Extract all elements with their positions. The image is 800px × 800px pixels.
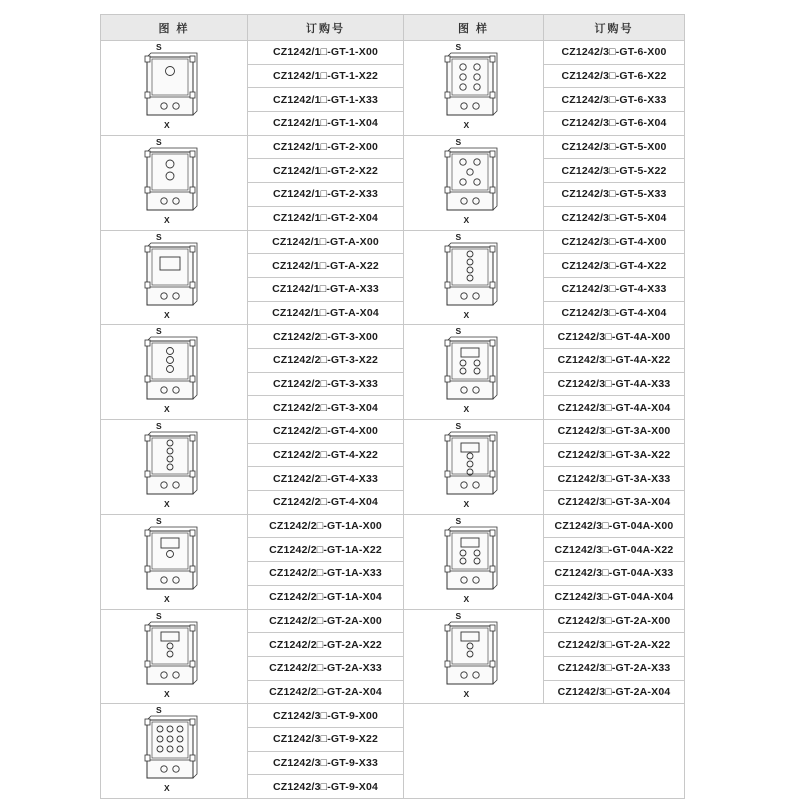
header-image-right: 图 样 bbox=[404, 15, 544, 41]
table-row bbox=[101, 704, 685, 728]
order-code-cell: CZ1242/2□-GT-2A-X04 bbox=[248, 680, 404, 704]
enclosure-drawing bbox=[439, 241, 501, 311]
order-code-cell: CZ1242/3□-GT-2A-X33 bbox=[544, 656, 685, 680]
bottom-label-x: X bbox=[164, 404, 170, 415]
bottom-label-x: X bbox=[463, 120, 470, 130]
enclosure-figure bbox=[439, 42, 509, 132]
top-label-s: S bbox=[455, 421, 462, 431]
figure-cell-3-9 bbox=[101, 704, 248, 799]
enclosure-drawing bbox=[439, 430, 501, 500]
figure-cell-3-5 bbox=[404, 135, 544, 230]
top-label-s: S bbox=[156, 705, 162, 716]
order-code-cell: CZ1242/3□-GT-9-X22 bbox=[248, 727, 404, 751]
table-row bbox=[101, 609, 685, 633]
top-label-s: S bbox=[156, 136, 162, 147]
enclosure-drawing bbox=[439, 335, 501, 405]
order-code-cell: CZ1242/3□-GT-2A-X04 bbox=[544, 680, 685, 704]
order-code-cell: CZ1242/2□-GT-2A-X33 bbox=[248, 656, 404, 680]
order-code-cell: CZ1242/3□-GT-4-X04 bbox=[544, 301, 685, 325]
enclosure-drawing bbox=[439, 525, 501, 595]
order-code-cell: CZ1242/3□-GT-5-X04 bbox=[544, 206, 685, 230]
order-code-cell: CZ1242/2□-GT-3-X04 bbox=[248, 396, 404, 420]
order-code-cell: CZ1242/2□-GT-1A-X22 bbox=[248, 538, 404, 562]
order-code-cell: CZ1242/3□-GT-04A-X00 bbox=[544, 514, 685, 538]
bottom-label-x: X bbox=[463, 404, 470, 415]
enclosure-drawing bbox=[139, 525, 201, 595]
order-code-cell: CZ1242/3□-GT-2A-X00 bbox=[544, 609, 685, 633]
enclosure-figure bbox=[139, 611, 209, 701]
enclosure-drawing bbox=[139, 335, 201, 405]
enclosure-drawing bbox=[439, 51, 501, 121]
order-code-cell: CZ1242/3□-GT-3A-X33 bbox=[544, 467, 685, 491]
enclosure-drawing bbox=[139, 51, 201, 121]
order-code-cell: CZ1242/3□-GT-4-X00 bbox=[544, 230, 685, 254]
top-label-s: S bbox=[455, 136, 462, 147]
order-code-cell: CZ1242/3□-GT-6-X00 bbox=[544, 41, 685, 65]
order-code-cell: CZ1242/1□-GT-1-X33 bbox=[248, 88, 404, 112]
bottom-label-x: X bbox=[164, 120, 170, 130]
bottom-label-x: X bbox=[463, 499, 470, 509]
header-order-left: 订购号 bbox=[248, 15, 404, 41]
bottom-label-x: X bbox=[164, 309, 170, 320]
header-row bbox=[101, 15, 685, 41]
table-row bbox=[101, 325, 685, 349]
figure-cell-3-4 bbox=[404, 230, 544, 325]
top-label-s: S bbox=[455, 515, 462, 526]
table-row bbox=[101, 230, 685, 254]
enclosure-figure bbox=[139, 421, 209, 511]
order-code-cell: CZ1242/2□-GT-4-X22 bbox=[248, 443, 404, 467]
order-code-cell: CZ1242/3□-GT-6-X04 bbox=[544, 112, 685, 136]
table-row bbox=[101, 514, 685, 538]
enclosure-figure bbox=[139, 42, 209, 132]
bottom-label-x: X bbox=[463, 593, 470, 604]
order-code-cell: CZ1242/3□-GT-4A-X04 bbox=[544, 396, 685, 420]
order-code-cell: CZ1242/1□-GT-2-X00 bbox=[248, 135, 404, 159]
figure-cell-1-1 bbox=[101, 41, 248, 136]
header-order-right: 订购号 bbox=[544, 15, 685, 41]
order-code-cell: CZ1242/2□-GT-4-X04 bbox=[248, 491, 404, 515]
top-label-s: S bbox=[156, 421, 162, 431]
order-code-cell: CZ1242/3□-GT-3A-X00 bbox=[544, 420, 685, 444]
order-code-cell: CZ1242/2□-GT-1A-X04 bbox=[248, 585, 404, 609]
order-code-cell: CZ1242/2□-GT-3-X22 bbox=[248, 348, 404, 372]
figure-cell-2-2A bbox=[101, 609, 248, 704]
header-image-left: 图 样 bbox=[101, 15, 248, 41]
order-code-cell: CZ1242/3□-GT-04A-X22 bbox=[544, 538, 685, 562]
top-label-s: S bbox=[455, 231, 462, 242]
top-label-s: S bbox=[156, 231, 162, 242]
order-code-cell: CZ1242/3□-GT-6-X22 bbox=[544, 64, 685, 88]
order-code-cell: CZ1242/2□-GT-2A-X00 bbox=[248, 609, 404, 633]
enclosure-figure bbox=[439, 326, 509, 416]
order-code-cell: CZ1242/3□-GT-4-X22 bbox=[544, 254, 685, 278]
order-code-cell: CZ1242/1□-GT-2-X22 bbox=[248, 159, 404, 183]
enclosure-figure bbox=[439, 137, 509, 227]
product-order-table bbox=[100, 14, 685, 799]
enclosure-figure bbox=[139, 326, 209, 416]
figure-cell-2-1A bbox=[101, 514, 248, 609]
enclosure-figure bbox=[139, 705, 209, 795]
order-code-cell: CZ1242/3□-GT-04A-X04 bbox=[544, 585, 685, 609]
order-code-cell: CZ1242/3□-GT-04A-X33 bbox=[544, 562, 685, 586]
order-code-cell: CZ1242/3□-GT-5-X22 bbox=[544, 159, 685, 183]
order-code-cell: CZ1242/1□-GT-A-X00 bbox=[248, 230, 404, 254]
order-code-cell: CZ1242/1□-GT-1-X04 bbox=[248, 112, 404, 136]
enclosure-figure bbox=[439, 421, 509, 511]
order-code-cell: CZ1242/3□-GT-4A-X33 bbox=[544, 372, 685, 396]
order-code-cell: CZ1242/3□-GT-9-X04 bbox=[248, 775, 404, 799]
order-code-cell: CZ1242/3□-GT-3A-X04 bbox=[544, 491, 685, 515]
order-code-cell: CZ1242/2□-GT-2A-X22 bbox=[248, 633, 404, 657]
top-label-s: S bbox=[156, 42, 162, 52]
bottom-label-x: X bbox=[164, 499, 170, 509]
order-code-cell: CZ1242/3□-GT-2A-X22 bbox=[544, 633, 685, 657]
top-label-s: S bbox=[455, 610, 462, 621]
order-code-cell: CZ1242/3□-GT-5-X00 bbox=[544, 135, 685, 159]
order-code-cell: CZ1242/1□-GT-A-X22 bbox=[248, 254, 404, 278]
top-label-s: S bbox=[455, 42, 462, 52]
figure-cell-3-04A bbox=[404, 514, 544, 609]
order-code-cell: CZ1242/2□-GT-4-X00 bbox=[248, 420, 404, 444]
order-code-cell: CZ1242/1□-GT-1-X00 bbox=[248, 41, 404, 65]
bottom-label-x: X bbox=[463, 309, 470, 320]
order-code-cell: CZ1242/3□-GT-3A-X22 bbox=[544, 443, 685, 467]
order-code-cell: CZ1242/1□-GT-2-X33 bbox=[248, 183, 404, 207]
empty-cell bbox=[404, 704, 685, 799]
bottom-label-x: X bbox=[164, 688, 170, 699]
enclosure-figure bbox=[139, 516, 209, 606]
table-row bbox=[101, 420, 685, 444]
table-row bbox=[101, 41, 685, 65]
order-code-cell: CZ1242/3□-GT-5-X33 bbox=[544, 183, 685, 207]
bottom-label-x: X bbox=[164, 214, 170, 225]
top-label-s: S bbox=[156, 610, 162, 621]
figure-cell-3-2A bbox=[404, 609, 544, 704]
order-code-cell: CZ1242/2□-GT-3-X33 bbox=[248, 372, 404, 396]
top-label-s: S bbox=[156, 326, 162, 337]
figure-cell-2-4 bbox=[101, 420, 248, 515]
top-label-s: S bbox=[156, 515, 162, 526]
enclosure-drawing bbox=[439, 146, 501, 216]
enclosure-figure bbox=[139, 137, 209, 227]
bottom-label-x: X bbox=[463, 688, 470, 699]
order-code-cell: CZ1242/2□-GT-1A-X00 bbox=[248, 514, 404, 538]
enclosure-figure bbox=[439, 611, 509, 701]
enclosure-drawing bbox=[139, 714, 201, 784]
bottom-label-x: X bbox=[164, 593, 170, 604]
top-label-s: S bbox=[455, 326, 462, 337]
enclosure-drawing bbox=[139, 241, 201, 311]
bottom-label-x: X bbox=[463, 214, 470, 225]
order-code-cell: CZ1242/1□-GT-2-X04 bbox=[248, 206, 404, 230]
enclosure-figure bbox=[439, 232, 509, 322]
figure-cell-1-A bbox=[101, 230, 248, 325]
enclosure-figure bbox=[139, 232, 209, 322]
order-code-cell: CZ1242/3□-GT-4A-X00 bbox=[544, 325, 685, 349]
enclosure-drawing bbox=[139, 620, 201, 690]
table-body bbox=[101, 41, 685, 799]
order-code-cell: CZ1242/2□-GT-3-X00 bbox=[248, 325, 404, 349]
figure-cell-2-3 bbox=[101, 325, 248, 420]
figure-cell-3-3A bbox=[404, 420, 544, 515]
order-code-cell: CZ1242/3□-GT-4A-X22 bbox=[544, 348, 685, 372]
order-code-cell: CZ1242/2□-GT-4-X33 bbox=[248, 467, 404, 491]
table-row bbox=[101, 135, 685, 159]
order-code-cell: CZ1242/1□-GT-1-X22 bbox=[248, 64, 404, 88]
figure-cell-1-2 bbox=[101, 135, 248, 230]
order-code-cell: CZ1242/3□-GT-9-X00 bbox=[248, 704, 404, 728]
order-code-cell: CZ1242/3□-GT-9-X33 bbox=[248, 751, 404, 775]
enclosure-drawing bbox=[439, 620, 501, 690]
enclosure-drawing bbox=[139, 430, 201, 500]
enclosure-figure bbox=[439, 516, 509, 606]
enclosure-drawing bbox=[139, 146, 201, 216]
order-code-cell: CZ1242/1□-GT-A-X04 bbox=[248, 301, 404, 325]
order-code-cell: CZ1242/1□-GT-A-X33 bbox=[248, 277, 404, 301]
figure-cell-3-4A bbox=[404, 325, 544, 420]
bottom-label-x: X bbox=[164, 783, 170, 794]
order-code-cell: CZ1242/2□-GT-1A-X33 bbox=[248, 562, 404, 586]
figure-cell-3-6 bbox=[404, 41, 544, 136]
order-code-cell: CZ1242/3□-GT-6-X33 bbox=[544, 88, 685, 112]
order-code-cell: CZ1242/3□-GT-4-X33 bbox=[544, 277, 685, 301]
